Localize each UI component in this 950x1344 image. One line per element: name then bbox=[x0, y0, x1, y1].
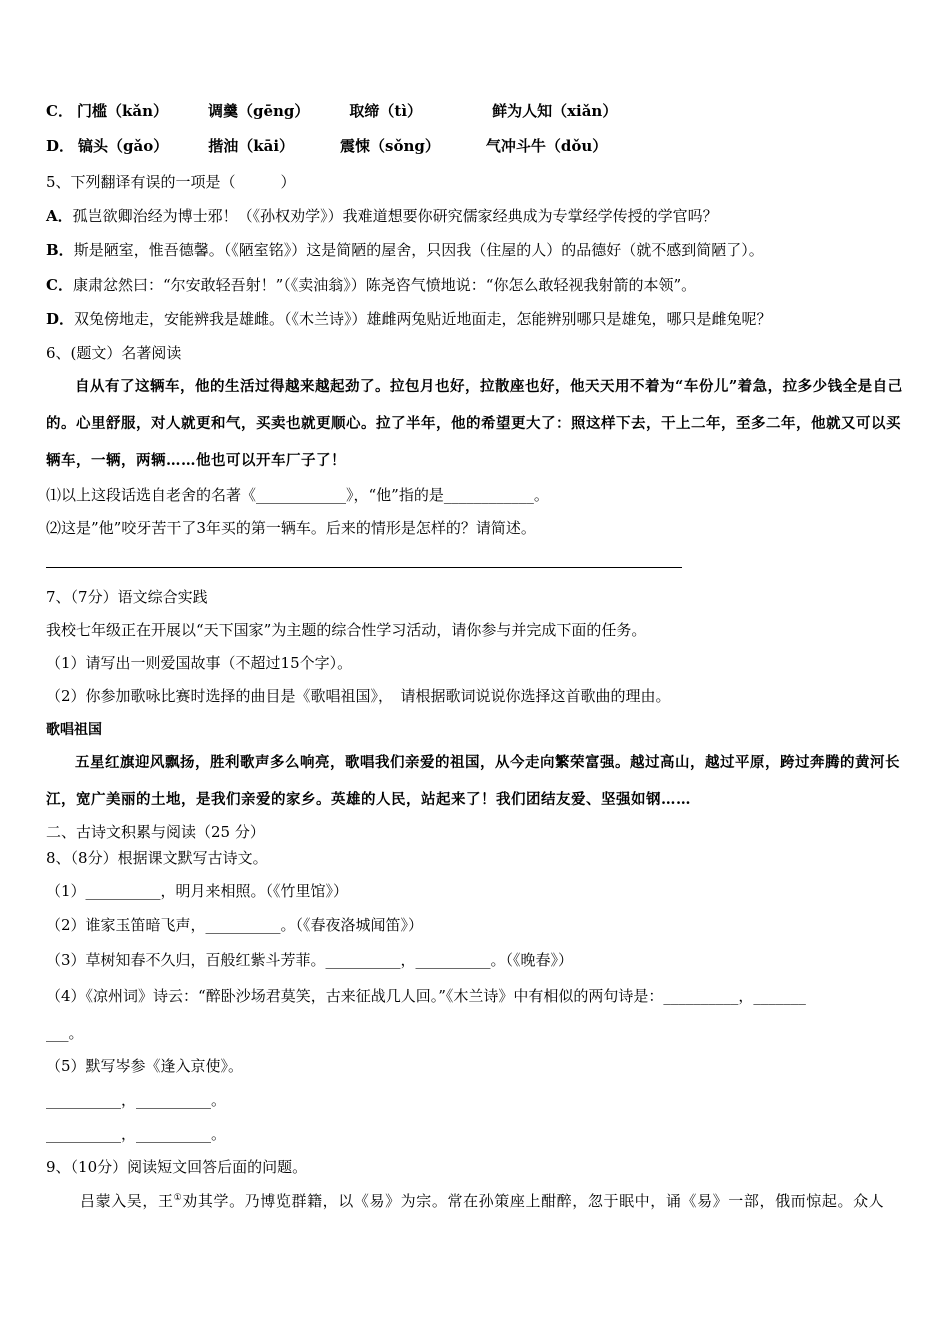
q6-passage: 自从有了这辆车，他的生活过得越来越起劲了。拉包月也好，拉散座也好，他天天用不着为“车份儿”着急，拉多少钱全是自己的。心里舒服，对人就更和气，买卖也就更顺心。拉了半年，他的希望更大了：照这样下去，干上二年，至多二年，他就又可以买辆车，一辆，两辆……他也可以开车厂子了！ bbox=[46, 378, 903, 469]
passage-text: 劝其学。乃博览群籍，以《易》为宗。常在孙策座上酣醉，忽于眠中，诵《易》一部，俄而惊起。众人 bbox=[182, 1192, 885, 1210]
q5-option-c bbox=[46, 275, 696, 295]
option-item: 鲜为人知（xiǎn） bbox=[492, 102, 618, 120]
q7-stem: 7、（7分）语文综合实践 bbox=[46, 588, 208, 606]
q6-sub1: ⑴以上这段话选自老舍的名著《____________》，“他”指的是____________。 bbox=[46, 486, 549, 504]
answer-line bbox=[46, 567, 682, 568]
q4-option-d bbox=[46, 136, 607, 156]
q5-stem: 5、下列翻译有误的一项是（ ） bbox=[46, 173, 296, 191]
q8-item-4: （4）《凉州词》诗云：“醉卧沙场君莫笑，古来征战几人回。”《木兰诗》中有相似的两句诗是：__________，_______ bbox=[46, 987, 806, 1005]
passage-text: 吕蒙入吴，王 bbox=[80, 1192, 174, 1210]
option-item: 调羹（gēng） bbox=[207, 102, 310, 120]
q8-item-1: （1）__________，明月来相照。（《竹里馆》） bbox=[46, 882, 349, 900]
option-item: 门槛（kǎn） bbox=[76, 102, 168, 120]
option-letter: D． bbox=[46, 310, 75, 328]
q5-option-a bbox=[46, 206, 718, 226]
q9-passage bbox=[80, 1188, 884, 1211]
q7-sub2: （2）你参加歌咏比赛时选择的曲目是《歌唱祖国》， 请根据歌词说说你选择这首歌曲的理由。 bbox=[46, 687, 671, 705]
option-letter: C． bbox=[46, 276, 73, 294]
q5-option-b bbox=[46, 240, 764, 260]
footnote-mark: ① bbox=[173, 1193, 183, 1203]
q8-item-5-line-2: __________，__________。 bbox=[46, 1125, 227, 1143]
section-heading: 二、古诗文积累与阅读（25 分） bbox=[46, 823, 265, 841]
option-item: 镐头（gǎo） bbox=[78, 137, 169, 155]
q8-item-4-cont: ___。 bbox=[46, 1024, 84, 1042]
option-text: 斯是陋室，惟吾德馨。（《陋室铭》）这是简陋的屋舍，只因我（住屋的人）的品德好（就不感到简陋了）。 bbox=[73, 241, 764, 259]
q4-option-c bbox=[46, 101, 617, 121]
option-item: 气冲斗牛（dǒu） bbox=[485, 137, 608, 155]
option-item: 震悚（sǒng） bbox=[340, 137, 440, 155]
q8-item-5: （5）默写岑参《逢入京使》。 bbox=[46, 1057, 244, 1075]
option-item: 取缔（tì） bbox=[349, 102, 423, 120]
option-text: 双兔傍地走，安能辨我是雄雌。（《木兰诗》）雄雌两兔贴近地面走，怎能辨别哪只是雄兔，哪只是雌兔呢？ bbox=[74, 310, 772, 328]
option-letter: B． bbox=[46, 241, 74, 259]
q6-sub2: ⑵这是”他”咬牙苦干了3年买的第一辆车。后来的情形是怎样的？请简述。 bbox=[46, 519, 536, 537]
option-item: 揩油（kāi） bbox=[208, 137, 295, 155]
option-letter: C． bbox=[46, 102, 73, 120]
q7-intro: 我校七年级正在开展以“天下国家”为主题的综合性学习活动，请你参与并完成下面的任务。 bbox=[46, 621, 647, 639]
q8-item-2: （2）谁家玉笛暗飞声，__________。（《春夜洛城闻笛》） bbox=[46, 916, 424, 934]
q9-stem: 9、（10分）阅读短文回答后面的问题。 bbox=[46, 1158, 308, 1176]
option-letter: A． bbox=[46, 207, 73, 225]
song-lyrics: 五星红旗迎风飘扬，胜利歌声多么响亮，歌唱我们亲爱的祖国，从今走向繁荣富强。越过高山，越过平原，跨过奔腾的黄河长江，宽广美丽的土地，是我们亲爱的家乡。英雄的人民，站起来了！我们团结友爱、坚强如钢…… bbox=[46, 754, 900, 808]
option-text: 康肃忿然曰：“尔安敢轻吾射！”（《卖油翁》）陈尧咨气愤地说：“你怎么敢轻视我射箭的本领”。 bbox=[72, 276, 697, 294]
q7-sub1: （1）请写出一则爱国故事（不超过15个字）。 bbox=[46, 654, 353, 672]
option-letter: D． bbox=[46, 137, 75, 155]
q8-item-3: （3）草树知春不久归，百般红紫斗芳菲。__________，__________。（《晚春》） bbox=[46, 951, 574, 969]
song-title: 歌唱祖国 bbox=[46, 722, 102, 738]
q6-stem: 6、(题文）名著阅读 bbox=[46, 344, 182, 362]
q8-stem: 8、（8分）根据课文默写古诗文。 bbox=[46, 849, 268, 867]
option-text: 孤岂欲卿治经为博士邪！（《孙权劝学》）我难道想要你研究儒家经典成为专掌经学传授的学官吗？ bbox=[72, 207, 718, 225]
q5-option-d bbox=[46, 309, 772, 329]
q8-item-5-line-1: __________，__________。 bbox=[46, 1091, 227, 1109]
